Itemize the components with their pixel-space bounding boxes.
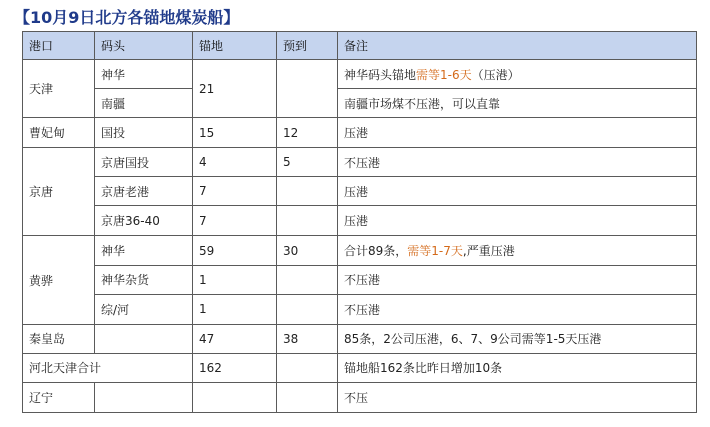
remark-cell: 压港 (338, 206, 697, 236)
wharf-cell: 京唐老港 (95, 177, 193, 206)
anchorage-cell: 7 (193, 206, 277, 236)
remark-cell (338, 236, 697, 265)
page-title: 【10月9日北方各锚地煤炭船】 (14, 8, 240, 27)
anchorage-cell: 7 (193, 177, 277, 206)
anchorage-cell: 162 (193, 353, 277, 382)
remark-text: 合计89条， (344, 244, 408, 258)
port-cell: 曹妃甸 (23, 118, 95, 148)
wharf-cell (95, 382, 193, 412)
table-row (23, 118, 697, 148)
remark-cell: 不压港 (338, 148, 697, 177)
expected-cell (277, 294, 338, 324)
anchorage-cell: 15 (193, 118, 277, 148)
header-expected: 预到 (277, 32, 338, 60)
port-cell: 京唐 (23, 148, 95, 236)
remark-cell: 南疆市场煤不压港，可以直靠 (338, 89, 697, 118)
remark-cell: 不压 (338, 382, 697, 412)
anchorage-cell: 4 (193, 148, 277, 177)
wharf-cell: 国投 (95, 118, 193, 148)
header-anchorage: 锚地 (193, 32, 277, 60)
total-label-cell: 河北天津合计 (23, 353, 193, 382)
anchorage-cell: 1 (193, 294, 277, 324)
expected-cell (277, 353, 338, 382)
anchorage-cell: 59 (193, 236, 277, 265)
expected-cell: 38 (277, 324, 338, 353)
table-row (23, 148, 697, 177)
wharf-cell: 综/河 (95, 294, 193, 324)
port-cell: 天津 (23, 60, 95, 118)
expected-cell: 12 (277, 118, 338, 148)
wharf-cell (95, 324, 193, 353)
anchorage-cell (193, 382, 277, 412)
table-header-row (23, 32, 697, 60)
remark-highlight: 需等1-7天 (407, 244, 463, 258)
table-row-total (23, 353, 697, 382)
remark-cell: 不压港 (338, 294, 697, 324)
coal-ship-table (22, 31, 697, 413)
expected-cell (277, 265, 338, 294)
expected-cell (277, 206, 338, 236)
expected-cell (277, 60, 338, 118)
remark-cell (338, 60, 697, 89)
remark-text: （压港） (471, 67, 520, 82)
wharf-cell: 京唐国投 (95, 148, 193, 177)
table-row (23, 89, 697, 118)
remark-cell: 85条，2公司压港，6、7、9公司需等1-5天压港 (338, 324, 697, 353)
port-cell: 秦皇岛 (23, 324, 95, 353)
table-row (23, 265, 697, 294)
expected-cell (277, 177, 338, 206)
anchorage-cell: 47 (193, 324, 277, 353)
wharf-cell: 神华 (95, 236, 193, 265)
remark-cell: 压港 (338, 177, 697, 206)
table-row (23, 206, 697, 236)
port-cell: 辽宁 (23, 382, 95, 412)
remark-cell: 压港 (338, 118, 697, 148)
anchorage-cell: 21 (193, 60, 277, 118)
wharf-cell: 神华杂货 (95, 265, 193, 294)
expected-cell (277, 382, 338, 412)
remark-text: ,严重压港 (462, 244, 515, 258)
wharf-cell: 南疆 (95, 89, 193, 118)
expected-cell: 5 (277, 148, 338, 177)
table-row (23, 60, 697, 89)
remark-text: 神华码头锚地 (344, 67, 417, 82)
port-cell: 黄骅 (23, 236, 95, 324)
expected-cell: 30 (277, 236, 338, 265)
table-row (23, 294, 697, 324)
anchorage-cell: 1 (193, 265, 277, 294)
table-row (23, 382, 697, 412)
table-row (23, 177, 697, 206)
header-port: 港口 (23, 32, 95, 60)
table-row (23, 324, 697, 353)
header-remarks: 备注 (338, 32, 697, 60)
remark-highlight: 需等1-6天 (416, 67, 472, 82)
wharf-cell: 京唐36-40 (95, 206, 193, 236)
header-wharf: 码头 (95, 32, 193, 60)
remark-cell: 锚地船162条比昨日增加10条 (338, 353, 697, 382)
table-row (23, 236, 697, 265)
wharf-cell: 神华 (95, 60, 193, 89)
remark-cell: 不压港 (338, 265, 697, 294)
